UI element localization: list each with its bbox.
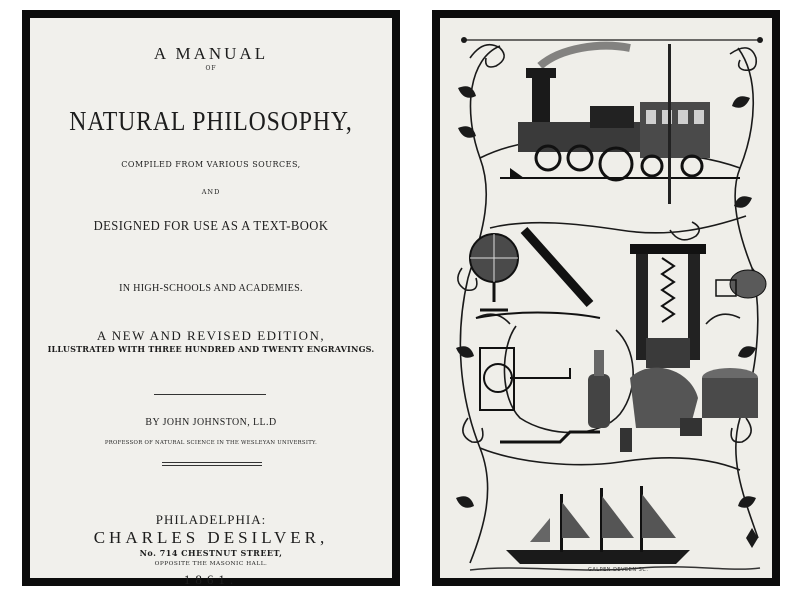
frontispiece-page bbox=[440, 18, 772, 578]
publisher-street: No. 714 CHESTNUT STREET, bbox=[139, 548, 283, 558]
designed-line: DESIGNED FOR USE AS A TEXT-BOOK bbox=[93, 219, 329, 234]
professorship-line: PROFESSOR OF NATURAL SCIENCE IN THE WESLEYAN UNIVERSITY. bbox=[104, 440, 318, 446]
title-page bbox=[30, 18, 392, 587]
compiled-line: COMPILED FROM VARIOUS SOURCES, bbox=[121, 160, 301, 169]
engraver-signature: GALPEN DEVEEN SC. bbox=[588, 567, 649, 573]
author-line: BY JOHN JOHNSTON, LL.D bbox=[145, 416, 277, 428]
divider-rule bbox=[154, 394, 266, 395]
book-title: NATURAL PHILOSOPHY, bbox=[69, 106, 353, 136]
frontispiece-frame bbox=[432, 10, 780, 586]
divider-rule bbox=[162, 465, 262, 466]
publisher-landmark: OPPOSITE THE MASONIC HALL. bbox=[154, 561, 268, 567]
illustrated-line: ILLUSTRATED WITH THREE HUNDRED AND TWENTY ENGRAVINGS. bbox=[47, 345, 375, 355]
steamship-vignette bbox=[470, 486, 760, 570]
title-line-of: OF bbox=[205, 65, 217, 72]
edition-line: A NEW AND REVISED EDITION, bbox=[96, 328, 326, 343]
locomotive-vignette bbox=[500, 44, 740, 204]
publisher-name: CHARLES DESILVER, bbox=[93, 528, 329, 547]
frontispiece-engraving bbox=[440, 18, 772, 578]
title-page-frame bbox=[22, 10, 400, 586]
schools-line: IN HIGH-SCHOOLS AND ACADEMIES. bbox=[119, 282, 303, 294]
and-line: AND bbox=[201, 188, 221, 196]
divider-rule bbox=[162, 462, 262, 463]
publication-year: 1861. bbox=[183, 572, 239, 587]
publisher-city: PHILADELPHIA: bbox=[155, 512, 267, 527]
title-line-a-manual: A MANUAL bbox=[153, 44, 269, 63]
apparatus-vignette bbox=[470, 230, 766, 452]
